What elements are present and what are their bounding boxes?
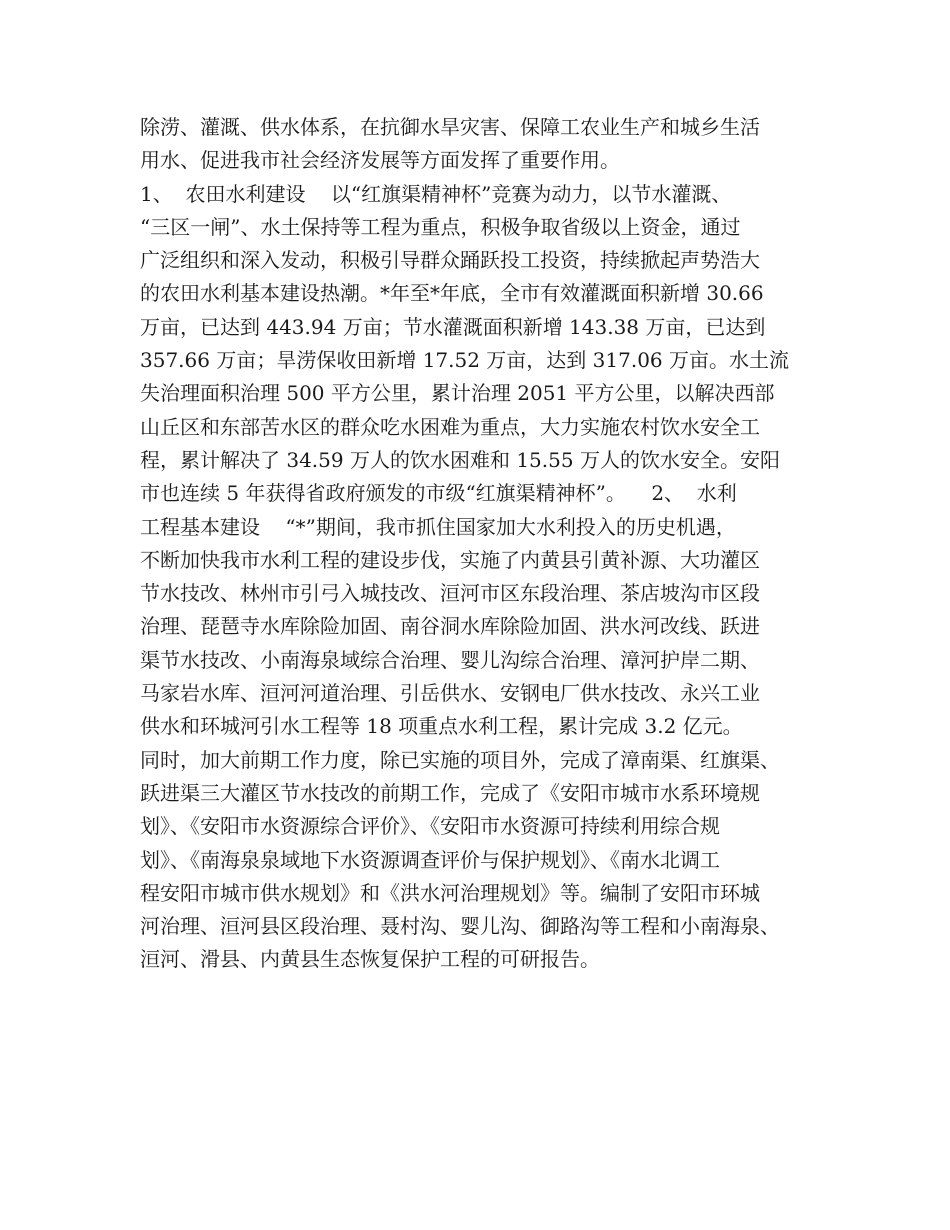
text-line: 程，累计解决了 34.59 万人的饮水困难和 15.55 万人的饮水安全。安阳	[140, 447, 780, 472]
text-line: “三区一闸”、水土保持等工程为重点，积极争取省级以上资金，通过	[140, 214, 741, 239]
text-line: 跃进渠三大灌区节水技改的前期工作，完成了《安阳市城市水系环境规	[140, 780, 760, 805]
text-line: 不断加快我市水利工程的建设步伐，实施了内黄县引黄补源、大功灌区	[140, 547, 760, 572]
text-line: 划》、《安阳市水资源综合评价》、《安阳市水资源可持续利用综合规	[140, 814, 720, 839]
text-line: 山丘区和东部苦水区的群众吃水困难为重点，大力实施农村饮水安全工	[140, 414, 760, 439]
text-line: 的农田水利基本建设热潮。*年至*年底，全市有效灌溉面积新增 30.66	[140, 281, 764, 306]
text-line: 供水和环城河引水工程等 18 项重点水利工程，累计完成 3.2 亿元。	[140, 714, 743, 739]
text-line: 程安阳市城市供水规划》和《洪水河治理规划》等。编制了安阳市环城	[140, 880, 760, 905]
text-line: 万亩，已达到 443.94 万亩；节水灌溉面积新增 143.38 万亩，已达到	[140, 314, 766, 339]
text-line: 治理、琵琶寺水库除险加固、南谷洞水库除险加固、洪水河改线、跃进	[140, 614, 760, 639]
text-line: 马家岩水库、洹河河道治理、引岳供水、安钢电厂供水技改、永兴工业	[140, 681, 760, 706]
text-line: 用水、促进我市社会经济发展等方面发挥了重要作用。	[140, 148, 620, 173]
text-line: 市也连续 5 年获得省政府颁发的市级“红旗渠精神杯”。 2、 水利	[140, 481, 737, 506]
text-line: 1、 农田水利建设 以“红旗渠精神杯”竞赛为动力，以节水灌溉、	[140, 181, 732, 206]
body-paragraph	[140, 111, 830, 977]
text-line: 洹河、滑县、内黄县生态恢复保护工程的可研报告。	[140, 947, 600, 972]
text-line: 河治理、洹河县区段治理、聂村沟、婴儿沟、御路沟等工程和小南海泉、	[140, 914, 780, 939]
text-line: 357.66 万亩；旱涝保收田新增 17.52 万亩，达到 317.06 万亩。水土流	[140, 348, 790, 373]
text-line: 节水技改、林州市引弓入城技改、洹河市区东段治理、茶店坡沟市区段	[140, 581, 760, 606]
text-line: 渠节水技改、小南海泉域综合治理、婴儿沟综合治理、漳河护岸二期、	[140, 647, 760, 672]
text-line: 划》、《南海泉泉域地下水资源调查评价与保护规划》、《南水北调工	[140, 847, 720, 872]
text-line: 除涝、灌溉、供水体系，在抗御水旱灾害、保障工农业生产和城乡生活	[140, 115, 760, 139]
text-line: 工程基本建设 “*”期间，我市抓住国家加大水利投入的历史机遇，	[140, 514, 736, 539]
text-line: 同时，加大前期工作力度，除已实施的项目外，完成了漳南渠、红旗渠、	[140, 747, 780, 772]
text-line: 失治理面积治理 500 平方公里，累计治理 2051 平方公里，以解决西部	[140, 381, 775, 406]
text-line: 广泛组织和深入发动，积极引导群众踊跃投工投资，持续掀起声势浩大	[140, 248, 760, 273]
